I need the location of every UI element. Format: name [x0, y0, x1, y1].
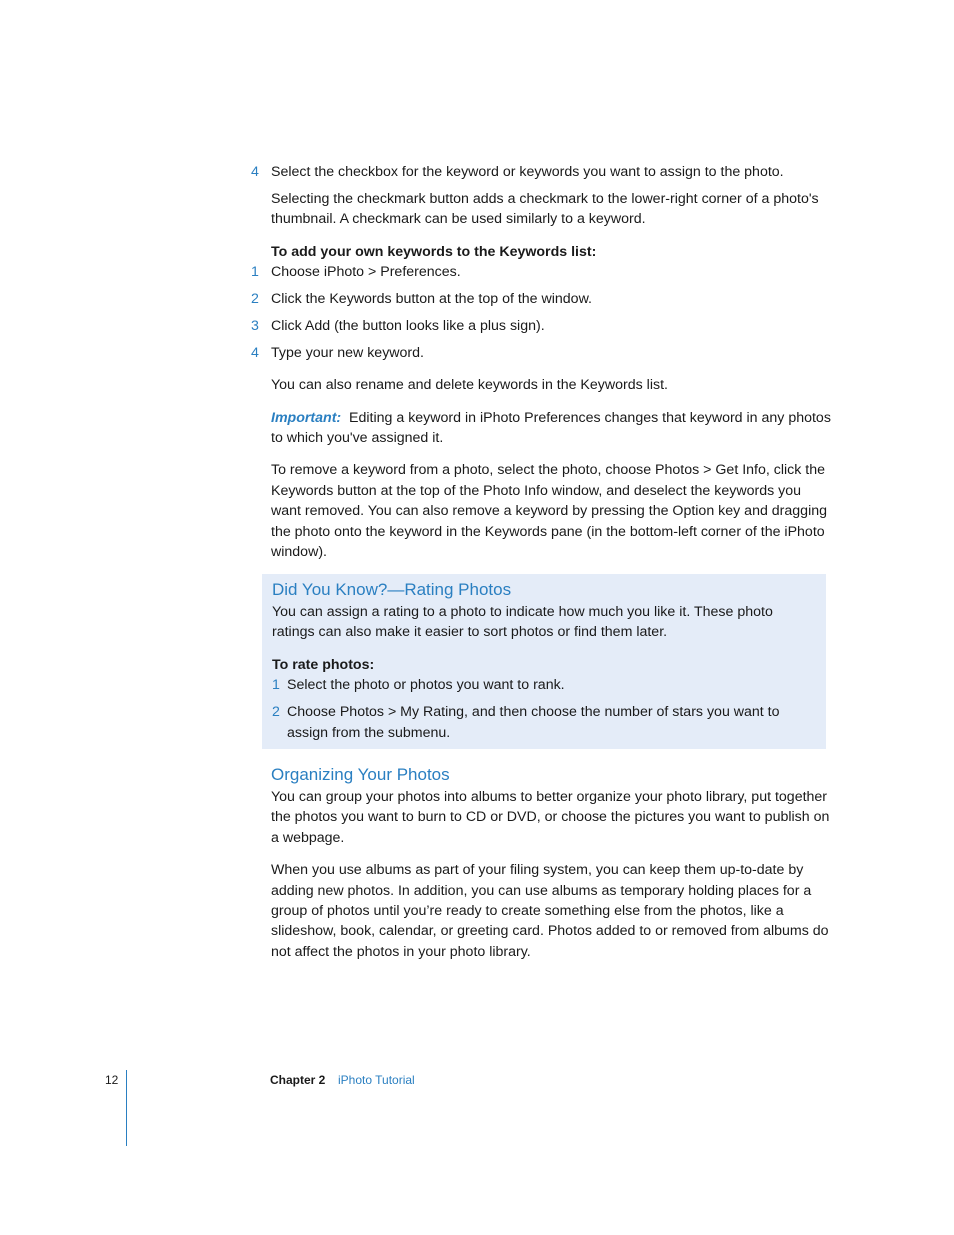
step-text: Choose iPhoto > Preferences.	[271, 264, 461, 281]
step-number: 4	[251, 164, 259, 180]
rate-step-1	[272, 675, 816, 695]
add-keywords-heading: To add your own keywords to the Keywords list:	[271, 243, 597, 260]
step-4-assign	[251, 162, 831, 182]
checkmark-paragraph: Selecting the checkmark button adds a checkmark to the lower-right corner of a photo's thumbnail. A checkmark can be used similarly to a keyword.	[271, 190, 819, 228]
organizing-heading: Organizing Your Photos	[271, 765, 450, 784]
important-note	[271, 408, 831, 449]
step-text: Select the photo or photos you want to rank.	[287, 677, 565, 694]
did-you-know-box	[262, 574, 826, 749]
step-number: 1	[251, 264, 259, 281]
important-text: Editing a keyword in iPhoto Preferences changes that keyword in any photos to which you've assigned it.	[271, 409, 831, 447]
main-content	[251, 162, 831, 563]
step-number: 2	[251, 291, 259, 308]
add-step-4	[251, 343, 831, 363]
add-step-2	[251, 289, 831, 309]
footer-chapter-title: iPhoto Tutorial	[338, 1073, 415, 1087]
step-text: Type your new keyword.	[271, 344, 424, 361]
footer-divider	[126, 1070, 127, 1146]
rate-photos-heading: To rate photos:	[272, 656, 375, 673]
step-number: 4	[251, 344, 259, 361]
step-text: Select the checkbox for the keyword or keywords you want to assign to the photo.	[271, 164, 784, 180]
step-text: Click Add (the button looks like a plus sign).	[271, 317, 545, 334]
add-step-3	[251, 316, 831, 336]
add-step-1	[251, 262, 831, 282]
organizing-paragraph-1: You can group your photos into albums to better organize your photo library, put together the photos you want to burn to CD or DVD, or choose the pictures you want to publish on a webpage.	[271, 789, 830, 846]
step-number: 1	[272, 677, 280, 694]
step-number: 3	[251, 317, 259, 334]
organizing-paragraph-2: When you use albums as part of your filing system, you can keep them up-to-date by adding new photos. In addition, you can use albums as temporary holding places for a group of photos until you’re ready to create something else from the photos, like a slideshow, book, calendar, or greeting card. Photos added to or removed from albums do not affect the photos in your photo library.	[271, 862, 829, 960]
rate-step-2	[272, 702, 816, 743]
remove-keyword-paragraph: To remove a keyword from a photo, select the photo, choose Photos > Get Info, click the Keywords button at the top of the Photo Info window, and deselect the keywords you want removed. You can also remove a keyword by pressing the Option key and dragging the photo onto the keyword in the Keywords pane (in the bottom-left corner of the iPhoto window).	[271, 462, 828, 561]
page-number: 12	[105, 1073, 119, 1087]
sidebar-heading: Did You Know?—Rating Photos	[272, 580, 512, 599]
step-text: Click the Keywords button at the top of the window.	[271, 291, 592, 308]
footer-chapter: Chapter 2	[270, 1073, 326, 1087]
sidebar-intro: You can assign a rating to a photo to indicate how much you like it. These photo ratings can also make it easier to sort photos or find them later.	[272, 604, 773, 641]
rename-paragraph: You can also rename and delete keywords in the Keywords list.	[271, 377, 668, 394]
important-label: Important:	[271, 409, 342, 426]
organizing-section	[271, 763, 831, 962]
step-number: 2	[272, 704, 280, 721]
step-text: Choose Photos > My Rating, and then choose the number of stars you want to assign from the submenu.	[287, 704, 780, 741]
